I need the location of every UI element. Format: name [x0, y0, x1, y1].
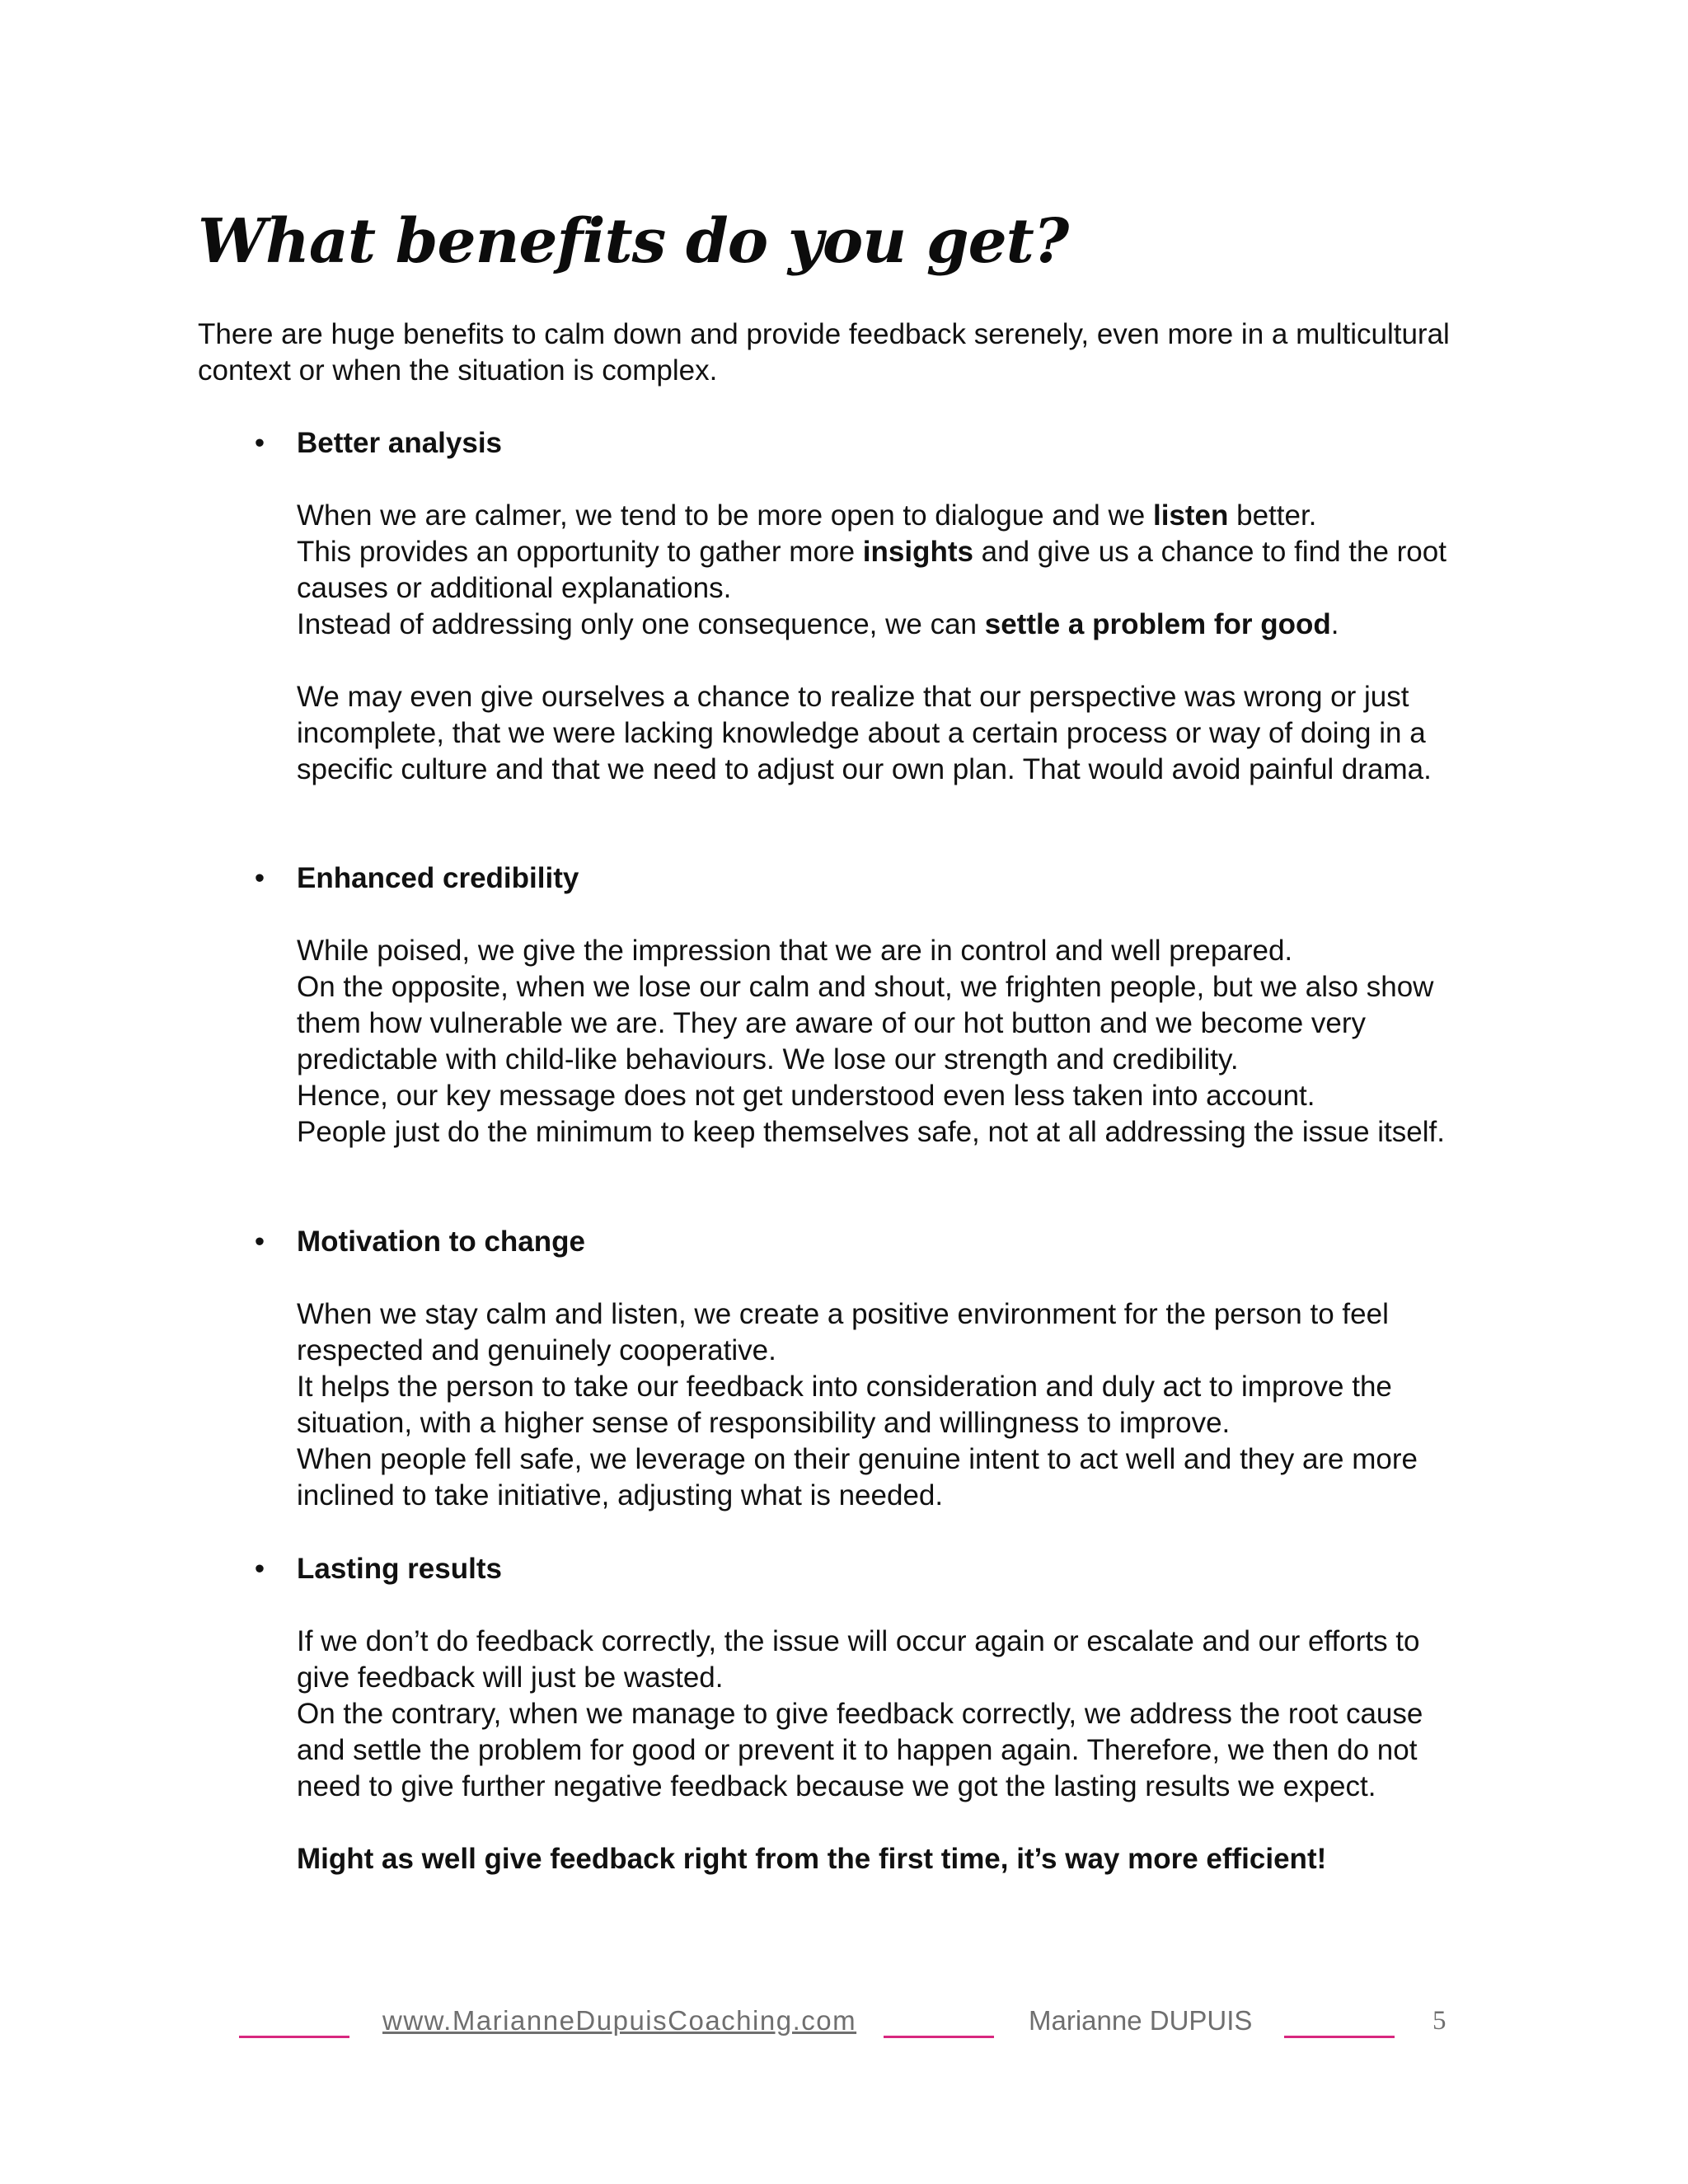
paragraph-line: It helps the person to take our feedback into consideration and duly act to improve the	[297, 1371, 1392, 1403]
section-heading: Better analysis	[297, 427, 503, 459]
paragraph-line: Hence, our key message does not get understood even less taken into account.	[297, 1080, 1315, 1112]
text-run: Instead of addressing only one consequence, we can	[297, 608, 985, 640]
bullet-icon: •	[254, 427, 265, 459]
paragraph-line: While poised, we give the impression that we are in control and well prepared.	[297, 935, 1293, 967]
paragraph-line: and settle the problem for good or prevent it to happen again. Therefore, we then do not	[297, 1734, 1418, 1766]
paragraph-line	[297, 534, 1492, 570]
paragraph-line: When people fell safe, we leverage on their genuine intent to act well and they are more	[297, 1443, 1418, 1475]
section-enhanced-credibility	[254, 860, 1492, 1151]
bullet-icon: •	[254, 1226, 265, 1258]
page-footer	[0, 1999, 1688, 2049]
paragraph-line: need to give further negative feedback because we got the lasting results we expect.	[297, 1770, 1376, 1802]
paragraph-line: On the contrary, when we manage to give feedback correctly, we address the root cause	[297, 1698, 1423, 1730]
section-paragraph	[297, 498, 1492, 643]
section-better-analysis	[254, 425, 1492, 788]
section-heading: Motivation to change	[297, 1226, 585, 1258]
emphasis-listen: listen	[1152, 499, 1229, 532]
footer-website-link[interactable]: www.MarianneDupuisCoaching.com	[382, 2005, 857, 2036]
paragraph-line: On the opposite, when we lose our calm and shout, we frighten people, but we also show	[297, 971, 1434, 1003]
bullet-icon: •	[254, 862, 265, 894]
paragraph-line: incomplete, that we were lacking knowledge about a certain process or way of doing in a	[297, 717, 1426, 749]
section-paragraph	[297, 1296, 1492, 1514]
intro-line: There are huge benefits to calm down and provide feedback serenely, even more in a multicultural	[198, 318, 1450, 350]
footer-author: Marianne DUPUIS	[1029, 2005, 1253, 2036]
paragraph-line: predictable with child-like behaviours. We lose our strength and credibility.	[297, 1043, 1239, 1076]
section-paragraph	[297, 1624, 1492, 1805]
paragraph-line	[297, 498, 1492, 534]
page-number: 5	[1432, 2006, 1447, 2036]
paragraph-line	[297, 607, 1492, 643]
paragraph-line: situation, with a higher sense of responsibility and willingness to improve.	[297, 1407, 1231, 1439]
intro-paragraph	[198, 316, 1508, 389]
paragraph-line: We may even give ourselves a chance to realize that our perspective was wrong or just	[297, 681, 1409, 713]
emphasis-settle: settle a problem for good	[984, 608, 1331, 640]
text-run: .	[1330, 608, 1339, 640]
paragraph-line: People just do the minimum to keep themselves safe, not at all addressing the issue itself.	[297, 1116, 1445, 1148]
page-title: What benefits do you get?	[198, 206, 1069, 277]
intro-line: context or when the situation is complex.	[198, 354, 718, 387]
emphasis-insights: insights	[862, 536, 973, 568]
section-motivation-to-change	[254, 1224, 1492, 1514]
section-paragraph	[297, 933, 1492, 1151]
section-lasting-results	[254, 1551, 1492, 1877]
section-heading: Lasting results	[297, 1553, 502, 1585]
paragraph-line: respected and genuinely cooperative.	[297, 1334, 776, 1366]
text-run: When we are calmer, we tend to be more open to dialogue and we	[297, 499, 1153, 532]
paragraph-line: give feedback will just be wasted.	[297, 1661, 724, 1694]
paragraph-line: specific culture and that we need to adjust our own plan. That would avoid painful drama.	[297, 753, 1432, 785]
paragraph-line: causes or additional explanations.	[297, 572, 732, 604]
text-run: and give us a chance to find the root	[973, 536, 1447, 568]
conclusion-statement: Might as well give feedback right from the first time, it’s way more efficient!	[297, 1843, 1327, 1875]
bullet-icon: •	[254, 1553, 265, 1585]
section-paragraph	[297, 679, 1492, 788]
footer-divider	[239, 2036, 349, 2038]
paragraph-line: When we stay calm and listen, we create a positive environment for the person to feel	[297, 1298, 1389, 1330]
footer-divider	[884, 2036, 994, 2038]
paragraph-line: inclined to take initiative, adjusting what is needed.	[297, 1479, 944, 1511]
paragraph-line: them how vulnerable we are. They are aware of our hot button and we become very	[297, 1007, 1367, 1039]
section-heading: Enhanced credibility	[297, 862, 579, 894]
text-run: This provides an opportunity to gather more	[297, 536, 863, 568]
footer-divider	[1284, 2036, 1395, 2038]
paragraph-line: If we don’t do feedback correctly, the issue will occur again or escalate and our efforts to	[297, 1625, 1420, 1657]
text-run: better.	[1228, 499, 1317, 532]
